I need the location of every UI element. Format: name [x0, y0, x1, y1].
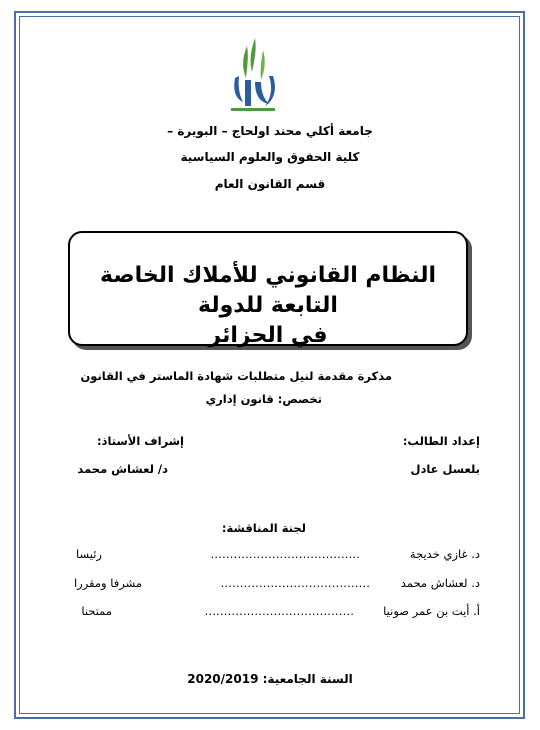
- prepared-by-label: إعداد الطالب:: [402, 434, 480, 448]
- committee-title: لجنة المناقشة:: [221, 521, 306, 535]
- thesis-title-line2: في الجزائر: [208, 323, 328, 348]
- university-name: جامعة أكلي محند اولحاج – البويرة –: [167, 124, 373, 138]
- committee-member-3-role: ممتحنا: [81, 604, 112, 618]
- supervisor-name: د/ لعشاش محمد: [77, 462, 168, 476]
- committee-member-3-dots: …………………………………: [204, 604, 354, 618]
- memo-description: مذكرة مقدمة لنيل متطلبات شهادة الماستر في القانون: [80, 369, 392, 383]
- committee-member-2-name: د. لعشاش محمد: [400, 576, 480, 590]
- thesis-title: [70, 261, 466, 351]
- university-logo-icon: [225, 36, 281, 116]
- faculty-name: كلية الحقوق والعلوم السياسية: [180, 150, 360, 164]
- committee-member-2-dots: …………………………………: [220, 576, 370, 590]
- committee-member-1-dots: …………………………………: [210, 547, 360, 561]
- committee-member-2-role: مشرفا ومقررا: [73, 576, 142, 590]
- thesis-title-box: [68, 231, 468, 346]
- supervisor-label: إشراف الأستاذ:: [96, 434, 184, 448]
- student-name: بلعسل عادل: [410, 462, 480, 476]
- academic-year: السنة الجامعية: 2020/2019: [187, 672, 353, 686]
- thesis-title-line1: النظام القانوني للأملاك الخاصة التابعة للدولة: [99, 263, 436, 318]
- specialty: تخصص: قانون إداري: [205, 392, 322, 406]
- committee-member-1-role: رئيسا: [76, 547, 102, 561]
- committee-member-1-name: د. غازي خديجة: [409, 547, 480, 561]
- department-name: قسم القانون العام: [214, 177, 326, 191]
- committee-member-3-name: أ. أيت بن عمر صونيا: [383, 604, 480, 618]
